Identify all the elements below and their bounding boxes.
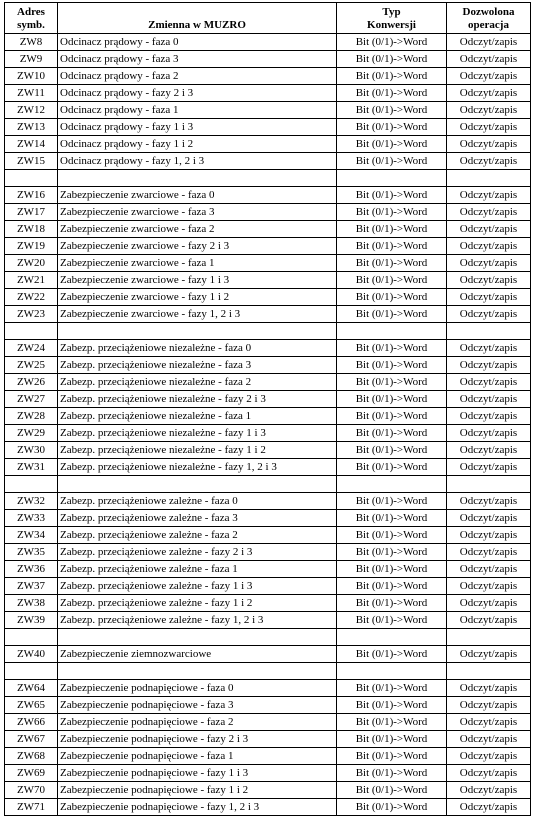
cell-allowed-operation: Odczyt/zapis [447, 799, 531, 816]
table-row [5, 255, 531, 272]
cell-address: ZW14 [5, 136, 58, 153]
header-conversion-type [337, 3, 447, 34]
cell-allowed-operation: Odczyt/zapis [447, 493, 531, 510]
cell-address: ZW35 [5, 544, 58, 561]
cell-variable-name: Zabezpieczenie podnapięciowe - faza 3 [58, 697, 337, 714]
cell-allowed-operation: Odczyt/zapis [447, 578, 531, 595]
header-allowed-operation [447, 3, 531, 34]
cell-conversion-type: Bit (0/1)->Word [337, 221, 447, 238]
cell-variable-name: Zabezp. przeciążeniowe zależne - fazy 1 i 3 [58, 578, 337, 595]
cell-allowed-operation: Odczyt/zapis [447, 68, 531, 85]
table-row [5, 561, 531, 578]
cell-address: ZW40 [5, 646, 58, 663]
header-type-line2: Konwersji [367, 19, 416, 31]
cell-conversion-type: Bit (0/1)->Word [337, 561, 447, 578]
cell-conversion-type: Bit (0/1)->Word [337, 136, 447, 153]
cell-conversion-type: Bit (0/1)->Word [337, 272, 447, 289]
table-row [5, 408, 531, 425]
cell-variable-name: Odcinacz prądowy - fazy 1 i 2 [58, 136, 337, 153]
cell-allowed-operation [447, 476, 531, 493]
cell-conversion-type: Bit (0/1)->Word [337, 204, 447, 221]
table-row [5, 748, 531, 765]
cell-conversion-type [337, 629, 447, 646]
cell-conversion-type [337, 663, 447, 680]
table-row [5, 340, 531, 357]
table-row [5, 459, 531, 476]
cell-conversion-type: Bit (0/1)->Word [337, 680, 447, 697]
cell-variable-name: Zabezp. przeciążeniowe niezależne - fazy 2 i 3 [58, 391, 337, 408]
cell-variable-name: Zabezpieczenie zwarciowe - fazy 1 i 2 [58, 289, 337, 306]
cell-conversion-type: Bit (0/1)->Word [337, 748, 447, 765]
cell-address: ZW33 [5, 510, 58, 527]
cell-conversion-type: Bit (0/1)->Word [337, 527, 447, 544]
cell-variable-name: Zabezp. przeciążeniowe niezależne - faza 2 [58, 374, 337, 391]
cell-address: ZW36 [5, 561, 58, 578]
table-row [5, 646, 531, 663]
cell-allowed-operation: Odczyt/zapis [447, 748, 531, 765]
cell-variable-name: Zabezpieczenie zwarciowe - fazy 1 i 3 [58, 272, 337, 289]
cell-variable-name: Odcinacz prądowy - faza 3 [58, 51, 337, 68]
cell-conversion-type: Bit (0/1)->Word [337, 187, 447, 204]
cell-allowed-operation [447, 323, 531, 340]
cell-variable-name: Zabezpieczenie podnapięciowe - faza 2 [58, 714, 337, 731]
cell-address: ZW11 [5, 85, 58, 102]
cell-conversion-type: Bit (0/1)->Word [337, 714, 447, 731]
cell-allowed-operation [447, 629, 531, 646]
cell-variable-name: Odcinacz prądowy - fazy 1 i 3 [58, 119, 337, 136]
cell-variable-name [58, 170, 337, 187]
cell-variable-name: Zabezpieczenie zwarciowe - faza 0 [58, 187, 337, 204]
cell-conversion-type: Bit (0/1)->Word [337, 782, 447, 799]
table-row [5, 204, 531, 221]
cell-address: ZW31 [5, 459, 58, 476]
table-spacer-row [5, 663, 531, 680]
header-address-line1: Adres [17, 6, 45, 18]
cell-conversion-type: Bit (0/1)->Word [337, 493, 447, 510]
cell-allowed-operation: Odczyt/zapis [447, 340, 531, 357]
table-spacer-row [5, 170, 531, 187]
cell-conversion-type [337, 323, 447, 340]
cell-variable-name: Zabezp. przeciążeniowe niezależne - faza 0 [58, 340, 337, 357]
cell-address: ZW68 [5, 748, 58, 765]
table-row [5, 68, 531, 85]
cell-variable-name: Zabezp. przeciążeniowe zależne - fazy 2 i 3 [58, 544, 337, 561]
cell-allowed-operation: Odczyt/zapis [447, 51, 531, 68]
table-row [5, 765, 531, 782]
header-type-line1: Typ [382, 6, 401, 18]
cell-address: ZW69 [5, 765, 58, 782]
cell-allowed-operation: Odczyt/zapis [447, 255, 531, 272]
cell-conversion-type: Bit (0/1)->Word [337, 765, 447, 782]
table-row [5, 714, 531, 731]
cell-address: ZW26 [5, 374, 58, 391]
table-row [5, 102, 531, 119]
cell-conversion-type: Bit (0/1)->Word [337, 289, 447, 306]
table-row [5, 527, 531, 544]
cell-address: ZW67 [5, 731, 58, 748]
cell-address: ZW64 [5, 680, 58, 697]
cell-variable-name [58, 476, 337, 493]
table-row [5, 221, 531, 238]
cell-conversion-type: Bit (0/1)->Word [337, 306, 447, 323]
cell-conversion-type: Bit (0/1)->Word [337, 102, 447, 119]
cell-allowed-operation: Odczyt/zapis [447, 102, 531, 119]
cell-conversion-type: Bit (0/1)->Word [337, 357, 447, 374]
cell-allowed-operation: Odczyt/zapis [447, 408, 531, 425]
header-address [5, 3, 58, 34]
cell-conversion-type [337, 170, 447, 187]
cell-address: ZW38 [5, 595, 58, 612]
cell-conversion-type: Bit (0/1)->Word [337, 391, 447, 408]
cell-allowed-operation: Odczyt/zapis [447, 561, 531, 578]
table-row [5, 544, 531, 561]
cell-variable-name: Odcinacz prądowy - fazy 2 i 3 [58, 85, 337, 102]
cell-address: ZW24 [5, 340, 58, 357]
cell-allowed-operation [447, 663, 531, 680]
cell-address: ZW23 [5, 306, 58, 323]
cell-address: ZW37 [5, 578, 58, 595]
cell-address: ZW13 [5, 119, 58, 136]
cell-variable-name: Zabezp. przeciążeniowe niezależne - fazy 1 i 2 [58, 442, 337, 459]
cell-address: ZW65 [5, 697, 58, 714]
table-row [5, 289, 531, 306]
table-row [5, 442, 531, 459]
cell-variable-name: Zabezp. przeciążeniowe niezależne - faza 1 [58, 408, 337, 425]
table-row [5, 136, 531, 153]
cell-conversion-type: Bit (0/1)->Word [337, 51, 447, 68]
cell-allowed-operation: Odczyt/zapis [447, 527, 531, 544]
table-row [5, 187, 531, 204]
table-row [5, 391, 531, 408]
cell-variable-name: Zabezp. przeciążeniowe zależne - faza 2 [58, 527, 337, 544]
cell-variable-name: Odcinacz prądowy - faza 1 [58, 102, 337, 119]
cell-variable-name: Zabezp. przeciążeniowe zależne - faza 1 [58, 561, 337, 578]
cell-variable-name: Zabezpieczenie podnapięciowe - fazy 1 i 3 [58, 765, 337, 782]
cell-variable-name: Zabezpieczenie podnapięciowe - fazy 1, 2 i 3 [58, 799, 337, 816]
cell-allowed-operation: Odczyt/zapis [447, 119, 531, 136]
cell-allowed-operation [447, 170, 531, 187]
cell-address: ZW20 [5, 255, 58, 272]
cell-address: ZW39 [5, 612, 58, 629]
cell-allowed-operation: Odczyt/zapis [447, 153, 531, 170]
cell-allowed-operation: Odczyt/zapis [447, 221, 531, 238]
cell-allowed-operation: Odczyt/zapis [447, 697, 531, 714]
table-row [5, 272, 531, 289]
cell-variable-name [58, 629, 337, 646]
cell-allowed-operation: Odczyt/zapis [447, 544, 531, 561]
cell-conversion-type: Bit (0/1)->Word [337, 238, 447, 255]
cell-address: ZW15 [5, 153, 58, 170]
cell-address: ZW18 [5, 221, 58, 238]
cell-allowed-operation: Odczyt/zapis [447, 289, 531, 306]
table-row [5, 357, 531, 374]
cell-allowed-operation: Odczyt/zapis [447, 459, 531, 476]
cell-variable-name: Odcinacz prądowy - faza 0 [58, 34, 337, 51]
cell-address: ZW8 [5, 34, 58, 51]
table-row [5, 153, 531, 170]
table-spacer-row [5, 476, 531, 493]
cell-allowed-operation: Odczyt/zapis [447, 646, 531, 663]
cell-allowed-operation: Odczyt/zapis [447, 731, 531, 748]
cell-variable-name: Zabezpieczenie ziemnozwarciowe [58, 646, 337, 663]
cell-conversion-type: Bit (0/1)->Word [337, 68, 447, 85]
cell-conversion-type: Bit (0/1)->Word [337, 153, 447, 170]
cell-conversion-type: Bit (0/1)->Word [337, 510, 447, 527]
table-row [5, 34, 531, 51]
cell-allowed-operation: Odczyt/zapis [447, 391, 531, 408]
cell-conversion-type: Bit (0/1)->Word [337, 612, 447, 629]
cell-address: ZW25 [5, 357, 58, 374]
cell-variable-name: Zabezp. przeciążeniowe niezależne - fazy 1 i 3 [58, 425, 337, 442]
cell-address: ZW66 [5, 714, 58, 731]
cell-conversion-type: Bit (0/1)->Word [337, 578, 447, 595]
table-row [5, 510, 531, 527]
cell-address: ZW19 [5, 238, 58, 255]
cell-allowed-operation: Odczyt/zapis [447, 680, 531, 697]
cell-allowed-operation: Odczyt/zapis [447, 510, 531, 527]
cell-conversion-type: Bit (0/1)->Word [337, 799, 447, 816]
cell-variable-name: Zabezpieczenie podnapięciowe - faza 0 [58, 680, 337, 697]
table-row [5, 799, 531, 816]
cell-address: ZW30 [5, 442, 58, 459]
cell-variable-name: Zabezp. przeciążeniowe zależne - fazy 1 i 2 [58, 595, 337, 612]
cell-allowed-operation: Odczyt/zapis [447, 595, 531, 612]
cell-address [5, 663, 58, 680]
cell-allowed-operation: Odczyt/zapis [447, 187, 531, 204]
table-row [5, 306, 531, 323]
cell-allowed-operation: Odczyt/zapis [447, 272, 531, 289]
cell-allowed-operation: Odczyt/zapis [447, 714, 531, 731]
cell-variable-name [58, 323, 337, 340]
cell-variable-name [58, 663, 337, 680]
table-row [5, 85, 531, 102]
table-row [5, 612, 531, 629]
cell-address: ZW21 [5, 272, 58, 289]
table-row [5, 731, 531, 748]
cell-conversion-type: Bit (0/1)->Word [337, 119, 447, 136]
cell-address: ZW16 [5, 187, 58, 204]
cell-allowed-operation: Odczyt/zapis [447, 136, 531, 153]
cell-address: ZW12 [5, 102, 58, 119]
cell-variable-name: Zabezpieczenie zwarciowe - fazy 1, 2 i 3 [58, 306, 337, 323]
table-row [5, 51, 531, 68]
cell-address: ZW28 [5, 408, 58, 425]
cell-address: ZW17 [5, 204, 58, 221]
cell-variable-name: Zabezp. przeciążeniowe niezależne - fazy 1, 2 i 3 [58, 459, 337, 476]
cell-allowed-operation: Odczyt/zapis [447, 612, 531, 629]
table-row [5, 680, 531, 697]
cell-allowed-operation: Odczyt/zapis [447, 374, 531, 391]
cell-allowed-operation: Odczyt/zapis [447, 357, 531, 374]
cell-variable-name: Zabezpieczenie podnapięciowe - fazy 2 i 3 [58, 731, 337, 748]
cell-conversion-type: Bit (0/1)->Word [337, 697, 447, 714]
cell-allowed-operation: Odczyt/zapis [447, 238, 531, 255]
table-header [5, 3, 531, 34]
table-row [5, 374, 531, 391]
table-row [5, 119, 531, 136]
table-row [5, 697, 531, 714]
cell-address: ZW22 [5, 289, 58, 306]
header-op-line1: Dozwolona [462, 6, 515, 18]
cell-variable-name: Zabezpieczenie zwarciowe - faza 3 [58, 204, 337, 221]
cell-conversion-type: Bit (0/1)->Word [337, 731, 447, 748]
header-row [5, 3, 531, 34]
header-variable [58, 3, 337, 34]
cell-variable-name: Zabezp. przeciążeniowe zależne - faza 3 [58, 510, 337, 527]
cell-allowed-operation: Odczyt/zapis [447, 34, 531, 51]
cell-address: ZW10 [5, 68, 58, 85]
cell-conversion-type: Bit (0/1)->Word [337, 595, 447, 612]
cell-address: ZW9 [5, 51, 58, 68]
cell-conversion-type: Bit (0/1)->Word [337, 646, 447, 663]
header-address-line2: symb. [17, 19, 45, 31]
cell-conversion-type: Bit (0/1)->Word [337, 255, 447, 272]
table-spacer-row [5, 629, 531, 646]
cell-conversion-type: Bit (0/1)->Word [337, 340, 447, 357]
cell-conversion-type [337, 476, 447, 493]
cell-variable-name: Zabezpieczenie podnapięciowe - fazy 1 i 2 [58, 782, 337, 799]
table-row [5, 595, 531, 612]
header-variable-label: Zmienna w MUZRO [148, 19, 246, 31]
cell-variable-name: Zabezp. przeciążeniowe zależne - fazy 1, 2 i 3 [58, 612, 337, 629]
cell-conversion-type: Bit (0/1)->Word [337, 374, 447, 391]
cell-address: ZW29 [5, 425, 58, 442]
cell-conversion-type: Bit (0/1)->Word [337, 85, 447, 102]
cell-allowed-operation: Odczyt/zapis [447, 765, 531, 782]
cell-variable-name: Zabezpieczenie zwarciowe - faza 2 [58, 221, 337, 238]
cell-allowed-operation: Odczyt/zapis [447, 204, 531, 221]
cell-variable-name: Odcinacz prądowy - fazy 1, 2 i 3 [58, 153, 337, 170]
cell-address [5, 323, 58, 340]
cell-address: ZW70 [5, 782, 58, 799]
header-op-line2: operacja [468, 19, 509, 31]
cell-address: ZW71 [5, 799, 58, 816]
cell-allowed-operation: Odczyt/zapis [447, 425, 531, 442]
table-row [5, 782, 531, 799]
cell-variable-name: Zabezpieczenie zwarciowe - fazy 2 i 3 [58, 238, 337, 255]
cell-allowed-operation: Odczyt/zapis [447, 306, 531, 323]
cell-allowed-operation: Odczyt/zapis [447, 782, 531, 799]
cell-conversion-type: Bit (0/1)->Word [337, 459, 447, 476]
cell-conversion-type: Bit (0/1)->Word [337, 408, 447, 425]
cell-conversion-type: Bit (0/1)->Word [337, 425, 447, 442]
cell-variable-name: Odcinacz prądowy - faza 2 [58, 68, 337, 85]
variable-table [4, 2, 531, 816]
table-row [5, 425, 531, 442]
cell-conversion-type: Bit (0/1)->Word [337, 442, 447, 459]
cell-variable-name: Zabezpieczenie podnapięciowe - faza 1 [58, 748, 337, 765]
cell-variable-name: Zabezpieczenie zwarciowe - faza 1 [58, 255, 337, 272]
cell-conversion-type: Bit (0/1)->Word [337, 34, 447, 51]
cell-address [5, 629, 58, 646]
table-body [5, 34, 531, 816]
cell-variable-name: Zabezp. przeciążeniowe niezależne - faza 3 [58, 357, 337, 374]
table-row [5, 493, 531, 510]
cell-address: ZW32 [5, 493, 58, 510]
cell-address: ZW34 [5, 527, 58, 544]
cell-variable-name: Zabezp. przeciążeniowe zależne - faza 0 [58, 493, 337, 510]
cell-address [5, 476, 58, 493]
cell-address: ZW27 [5, 391, 58, 408]
cell-conversion-type: Bit (0/1)->Word [337, 544, 447, 561]
cell-allowed-operation: Odczyt/zapis [447, 442, 531, 459]
cell-allowed-operation: Odczyt/zapis [447, 85, 531, 102]
cell-address [5, 170, 58, 187]
table-row [5, 238, 531, 255]
table-row [5, 578, 531, 595]
table-spacer-row [5, 323, 531, 340]
